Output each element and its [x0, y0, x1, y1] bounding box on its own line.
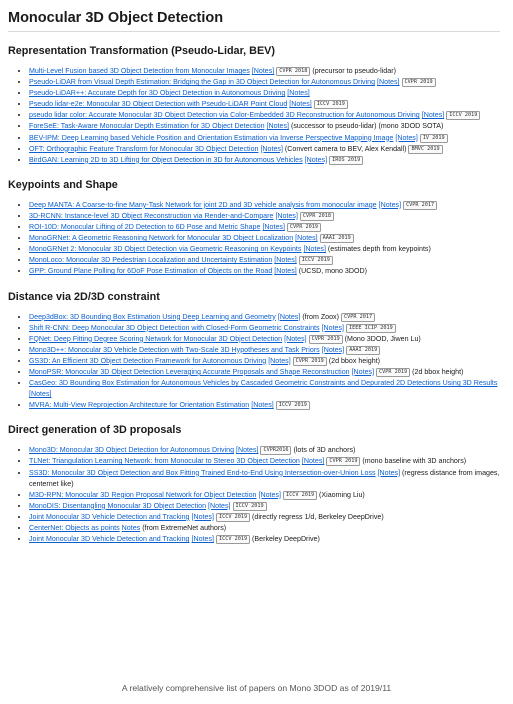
section-heading: Direct generation of 3D proposals [8, 424, 182, 437]
notes-link[interactable]: Notes [121, 524, 141, 532]
notes-link[interactable]: [Notes] [251, 401, 274, 410]
list-item [29, 144, 500, 155]
paper-title-link[interactable]: MonoPSR: Monocular 3D Object Detection Leveraging Accurate Proposals and Shape Reconstruction [29, 367, 350, 376]
list-item [29, 534, 500, 545]
paper-title-link[interactable]: FQNet: Deep Fitting Degree Scoring Network for Monocular 3D Object Detection [29, 334, 283, 343]
notes-link[interactable]: [Notes] [351, 367, 375, 376]
list-item [29, 501, 500, 512]
notes-link[interactable]: [Notes] [321, 345, 345, 354]
paper-title-link[interactable]: BEV-IPM: Deep Learning based Vehicle Position and Orientation Estimation via Inverse Perspective Mapping Image [29, 133, 394, 142]
paper-title-link[interactable]: pseudo lidar color: Accurate Monocular 3D Object Detection via Color-Embedded 3D Reconstruction for Autonomous Driving [29, 111, 420, 120]
notes-link[interactable]: [Notes] [191, 512, 214, 521]
list-item [29, 356, 500, 367]
list-item [29, 66, 500, 77]
venue-badge: IV 2019 [420, 134, 448, 143]
list-item [29, 155, 500, 166]
list-item [29, 367, 500, 378]
notes-link[interactable]: [Notes] [287, 89, 310, 98]
paper-note-text: (precursor to pseudo-lidar) [312, 67, 396, 75]
notes-link[interactable]: [Notes] [277, 312, 301, 321]
notes-link[interactable]: [Notes] [395, 133, 418, 142]
venue-badge: CVPR 2018 [276, 67, 310, 76]
list-item [29, 88, 500, 99]
notes-link[interactable]: [Notes] [295, 234, 318, 243]
list-item [29, 523, 500, 534]
paper-list [8, 312, 500, 412]
list-item [29, 233, 500, 244]
list-item [29, 334, 500, 345]
venue-badge: CVPR 2018 [300, 212, 334, 221]
venue-badge: ICCV 2019 [446, 111, 480, 120]
paper-title-link[interactable]: MonoLoco: Monocular 3D Pedestrian Localization and Uncertainty Estimation [29, 256, 273, 265]
paper-list [8, 66, 500, 166]
venue-badge: CVPR 2017 [403, 201, 437, 210]
list-item [29, 99, 500, 110]
notes-link[interactable]: [Notes] [191, 535, 214, 544]
paper-title-link[interactable]: Joint Monocular 3D Vehicle Detection and Tracking [29, 512, 190, 521]
list-item [29, 200, 500, 211]
list-item [29, 121, 500, 132]
paper-title-link[interactable]: Multi-Level Fusion based 3D Object Detection from Monocular Images [29, 67, 250, 75]
venue-badge: CVPR 2019 [326, 457, 360, 466]
venue-badge: ICCV 2019 [216, 513, 250, 522]
paper-title-link[interactable]: BirdGAN: Learning 2D to 3D Lifting for Object Detection in 3D for Autonomous Vehicles [29, 155, 303, 164]
notes-link[interactable]: [Notes] [274, 256, 297, 265]
paper-note-text: (from ExtremeNet authors) [142, 524, 227, 532]
paper-title-link[interactable]: OFT: Orthographic Feature Transform for Monocular 3D Object Detection [29, 144, 259, 153]
paper-title-link[interactable]: M3D-RPN: Monocular 3D Region Proposal Network for Object Detection [29, 490, 257, 499]
notes-link[interactable]: [Notes] [268, 356, 291, 365]
paper-title-link[interactable]: Joint Monocular 3D Vehicle Detection and Tracking [29, 535, 190, 544]
paper-title-link[interactable]: MonoGRNet: A Geometric Reasoning Network for Monocular 3D Object Localization [29, 234, 294, 243]
venue-badge: CVPR 2017 [341, 313, 375, 322]
paper-note-text: (Mono 3DOD, Jiwen Lu) [344, 334, 421, 343]
venue-badge: CVPR 2019 [402, 78, 436, 87]
notes-link[interactable]: [Notes] [29, 390, 52, 399]
page-title: Monocular 3D Object Detection [8, 8, 500, 32]
venue-badge: CVPR 2019 [309, 335, 343, 344]
paper-note-text: (successor to pseudo-lidar) (mono 3DOD SOTA) [290, 122, 444, 131]
paper-title-link[interactable]: SS3D: Monocular 3D Object Detection and Box Fitting Trained End-to-End Using Intersection-over-Union Loss [29, 468, 376, 477]
list-item [29, 266, 500, 277]
venue-badge: IROS 2019 [329, 156, 363, 165]
notes-link[interactable]: [Notes] [236, 446, 259, 455]
paper-title-link[interactable]: MonoDIS: Disentangling Monocular 3D Object Detection [29, 501, 207, 510]
notes-link[interactable]: [Notes] [258, 490, 281, 499]
venue-badge: CVPR 2019 [287, 223, 321, 232]
notes-link[interactable]: [Notes] [262, 223, 285, 232]
section-heading: Distance via 2D/3D constraint [8, 290, 160, 303]
list-item [29, 77, 500, 88]
notes-link[interactable]: [Notes] [260, 144, 283, 153]
paper-list [8, 200, 500, 278]
list-item [29, 490, 500, 501]
section-heading: Representation Transformation (Pseudo-Lidar, BEV) [8, 45, 275, 57]
venue-badge: ICCV 2019 [299, 256, 333, 265]
notes-link[interactable]: [Notes] [378, 200, 402, 209]
paper-note-text: (estimates depth from keypoints) [327, 245, 431, 254]
paper-title-link[interactable]: Deep MANTA: A Coarse-to-fine Many-Task Network for joint 2D and 3D vehicle analysis from monocular image [29, 200, 377, 209]
notes-link[interactable]: [Notes] [275, 211, 298, 220]
list-item [29, 255, 500, 266]
paper-note-text: (from Zoox) [302, 312, 339, 321]
notes-link[interactable]: [Notes] [251, 67, 275, 75]
paper-note-text: (UCSD, mono 3DOD) [298, 267, 367, 276]
list-item [29, 378, 500, 400]
paper-title-link[interactable]: GPP: Ground Plane Polling for 6DoF Pose Estimation of Objects on the Road [29, 267, 273, 276]
notes-link[interactable]: [Notes] [284, 334, 307, 343]
paper-title-link[interactable]: GS3D: An Efficient 3D Object Detection Framework for Autonomous Driving [29, 356, 267, 365]
notes-link[interactable]: [Notes] [289, 100, 312, 109]
paper-title-link[interactable]: MonoGRNet 2: Monocular 3D Object Detection via Geometric Reasoning on Keypoints [29, 245, 302, 254]
notes-link[interactable]: [Notes] [421, 111, 445, 120]
paper-title-link[interactable]: Mono3D++: Monocular 3D Vehicle Detection with Two-Scale 3D Hypotheses and Task Priors [29, 345, 320, 354]
paper-title-link[interactable]: Pseudo lidar-e2e: Monocular 3D Object Detection with Pseudo-LiDAR Point Cloud [29, 100, 288, 109]
paper-title-link[interactable]: 3D-RCNN: Instance-level 3D Object Reconstruction via Render-and-Compare [29, 211, 274, 220]
list-item [29, 400, 500, 411]
list-item [29, 133, 500, 144]
list-item [29, 211, 500, 222]
notes-link[interactable]: [Notes] [266, 122, 289, 131]
venue-badge: CVPR 2019 [376, 368, 410, 377]
venue-badge: AAAI 2019 [320, 234, 354, 243]
paper-note-text: (2d bbox height) [412, 367, 464, 376]
list-item [29, 244, 500, 255]
venue-badge: CVPR 2019 [293, 357, 327, 366]
list-item [29, 468, 500, 490]
paper-note-text: (mono baseline with 3D anchors) [362, 457, 467, 466]
paper-note-text: (Xiaoming Liu) [319, 490, 365, 499]
paper-title-link[interactable]: Deep3dBox: 3D Bounding Box Estimation Using Deep Learning and Geometry [29, 312, 276, 321]
paper-title-link[interactable]: ROI-10D: Monocular Lifting of 2D Detection to 6D Pose and Metric Shape [29, 223, 261, 232]
venue-badge: ICCV 2019 [276, 401, 310, 410]
paper-note-text: (Berkeley DeepDrive) [252, 535, 320, 544]
notes-link[interactable]: [Notes] [303, 245, 326, 254]
sections-container [8, 44, 500, 545]
list-item [29, 312, 500, 323]
document [8, 8, 500, 545]
paper-title-link[interactable]: Mono3D: Monocular 3D Object Detection for Autonomous Driving [29, 446, 235, 455]
list-item [29, 345, 500, 356]
venue-badge: BMVC 2019 [408, 145, 442, 154]
paper-note-text: (regress distance from images, centernet like) [29, 468, 500, 488]
paper-note-text: (2d bbox height) [328, 356, 381, 365]
list-item [29, 222, 500, 233]
notes-link[interactable]: [Notes] [208, 501, 231, 510]
venue-badge: ICCV 2019 [283, 491, 317, 500]
venue-badge: IEEE ICIP 2019 [346, 324, 396, 333]
paper-list [8, 445, 500, 545]
paper-title-link[interactable]: TLNet: Triangulation Learning Network: from Monocular to Stereo 3D Object Detection [29, 457, 300, 466]
list-item [29, 323, 500, 334]
list-item [29, 456, 500, 467]
notes-link[interactable]: [Notes] [321, 323, 345, 332]
paper-title-link[interactable]: ForeSeE: Task-Aware Monocular Depth Estimation for 3D Object Detection [29, 122, 265, 131]
notes-link[interactable]: [Notes] [377, 468, 401, 477]
paper-note-text: (Convert camera to BEV, Alex Kendall) [284, 144, 407, 153]
venue-badge: ICCV 2019 [216, 535, 250, 544]
paper-title-link[interactable]: CenterNet: Objects as points [29, 524, 120, 532]
paper-title-link[interactable]: Pseudo-LiDAR from Visual Depth Estimation: Bridging the Gap in 3D Object Detection for Autonomous Driving [29, 78, 376, 87]
list-item [29, 445, 500, 456]
paper-note-text: (directly regress 1/d, Berkeley DeepDrive) [252, 512, 384, 521]
notes-link[interactable]: [Notes] [304, 155, 328, 164]
paper-title-link[interactable]: CasGeo: 3D Bounding Box Estimation for Autonomous Vehicles by Cascaded Geometric Constraints and Depurated 2D Detections Using 3D Results [29, 379, 498, 388]
venue-badge: CVPR2016 [260, 446, 291, 455]
venue-badge: ICCV 2019 [233, 502, 267, 511]
paper-note-text: (lots of 3D anchors) [293, 446, 356, 455]
list-item [29, 110, 500, 121]
venue-badge: ICCV 2019 [314, 100, 348, 109]
notes-link[interactable]: [Notes] [377, 78, 400, 87]
paper-title-link[interactable]: MVRA: Multi-View Reprojection Architecture for Orientation Estimation [29, 401, 250, 410]
list-item [29, 512, 500, 523]
section-heading: Keypoints and Shape [8, 178, 118, 191]
notes-link[interactable]: [Notes] [274, 267, 297, 276]
venue-badge: AAAI 2019 [346, 346, 380, 355]
paper-title-link[interactable]: Pseudo-LiDAR++: Accurate Depth for 3D Object Detection in Autonomous Driving [29, 89, 286, 98]
notes-link[interactable]: [Notes] [301, 457, 325, 466]
image-caption: A relatively comprehensive list of papers on Mono 3DOD as of 2019/11 [121, 683, 392, 693]
paper-title-link[interactable]: Shift R-CNN: Deep Monocular 3D Object Detection with Closed-Form Geometric Constraints [29, 323, 320, 332]
